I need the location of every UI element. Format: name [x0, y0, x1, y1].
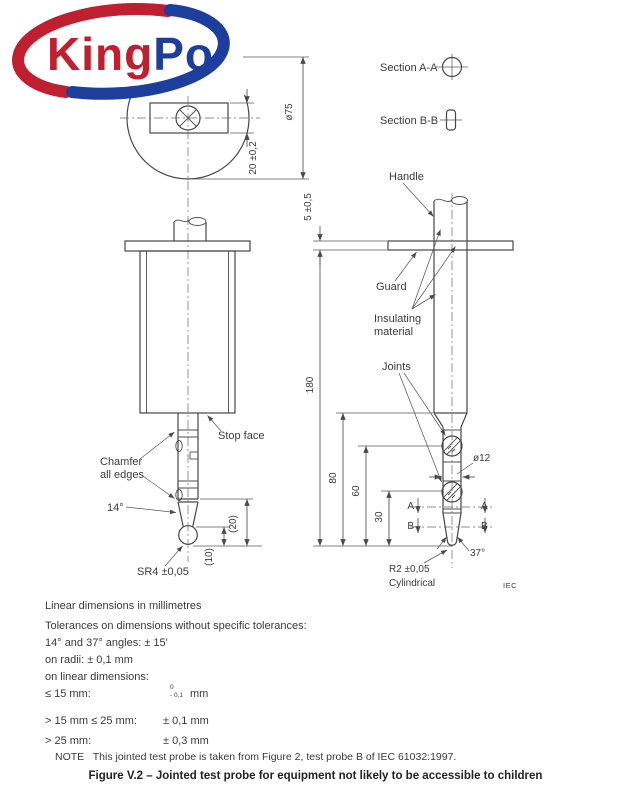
dim-d12-label: ø12 — [473, 453, 491, 464]
note-line-tolerances: Tolerances on dimensions without specific tolerances: — [45, 620, 307, 632]
dim-10-label: (10) — [204, 548, 215, 566]
dim-60-label: 60 — [351, 485, 362, 497]
handle-label: Handle — [389, 171, 424, 183]
left-view — [100, 216, 264, 578]
guard-label: Guard — [376, 281, 407, 293]
tolerance-row-3 — [45, 735, 465, 747]
chamfer-label-2: all edges — [100, 469, 145, 481]
chamfer-label-1: Chamfer — [100, 456, 143, 468]
dim-80-label: 80 — [328, 472, 339, 484]
right-view — [303, 171, 517, 590]
tolerance-row-2 — [45, 715, 465, 727]
marker-b-left: B — [407, 521, 414, 532]
marker-b-right: B — [481, 521, 488, 532]
tolerance-row-1-label: ≤ 15 mm: — [45, 688, 91, 700]
joints-label: Joints — [382, 361, 411, 373]
dim-d75: ø75 — [284, 103, 295, 121]
note-line-angles: 14° and 37° angles: ± 15' — [45, 637, 168, 649]
dim-20-02: 20 ±0,2 — [248, 141, 259, 175]
tolerance-row-2-value: ± 0,1 mm — [163, 715, 209, 727]
dim-20-label: (20) — [228, 515, 239, 533]
angle-37-label: 37° — [470, 548, 486, 559]
note-line-radii: on radii: ± 0,1 mm — [45, 654, 133, 666]
tolerance-row-2-label: > 15 mm ≤ 25 mm: — [45, 715, 137, 727]
r2-label-2: Cylindrical — [389, 578, 436, 589]
insulating-label-2: material — [374, 326, 414, 338]
marker-a-right: A — [481, 501, 488, 512]
dim-180-label: 180 — [305, 376, 316, 394]
marker-a-left: A — [407, 501, 414, 512]
angle-14-label: 14° — [107, 502, 124, 514]
note-line-linear: on linear dimensions: — [45, 671, 149, 683]
section-bb-label: Section B-B — [380, 115, 439, 127]
section-aa-label: Section A-A — [380, 62, 438, 74]
dim-30-label: 30 — [374, 511, 385, 523]
tolerance-row-1 — [45, 684, 465, 700]
tolerance-row-3-value: ± 0,3 mm — [163, 735, 209, 747]
iec-mark: IEC — [503, 581, 518, 590]
top-view — [120, 57, 309, 212]
note-line-units: Linear dimensions in millimetres — [45, 600, 202, 612]
stop-face-label: Stop face — [218, 430, 265, 442]
insulating-label-1: Insulating — [374, 313, 422, 325]
tolerance-row-1-unit: mm — [190, 688, 209, 700]
logo-text: KingPo — [47, 28, 214, 80]
dim-5-label: 5 ±0,5 — [303, 193, 314, 221]
r2-label-1: R2 ±0,05 — [389, 564, 430, 575]
note-source: NOTE This jointed test probe is taken from Figure 2, test probe B of IEC 61032:1997. — [55, 751, 457, 763]
tolerance-row-1-stack: 0 - 0,1 — [170, 684, 184, 700]
sr4-label: SR4 ±0,05 — [137, 566, 189, 578]
kingpo-logo — [18, 9, 224, 94]
tolerance-row-3-label: > 25 mm: — [45, 735, 92, 747]
figure-caption: Figure V.2 – Jointed test probe for equipment not likely to be accessible to children — [88, 770, 543, 782]
section-symbols — [380, 54, 468, 130]
